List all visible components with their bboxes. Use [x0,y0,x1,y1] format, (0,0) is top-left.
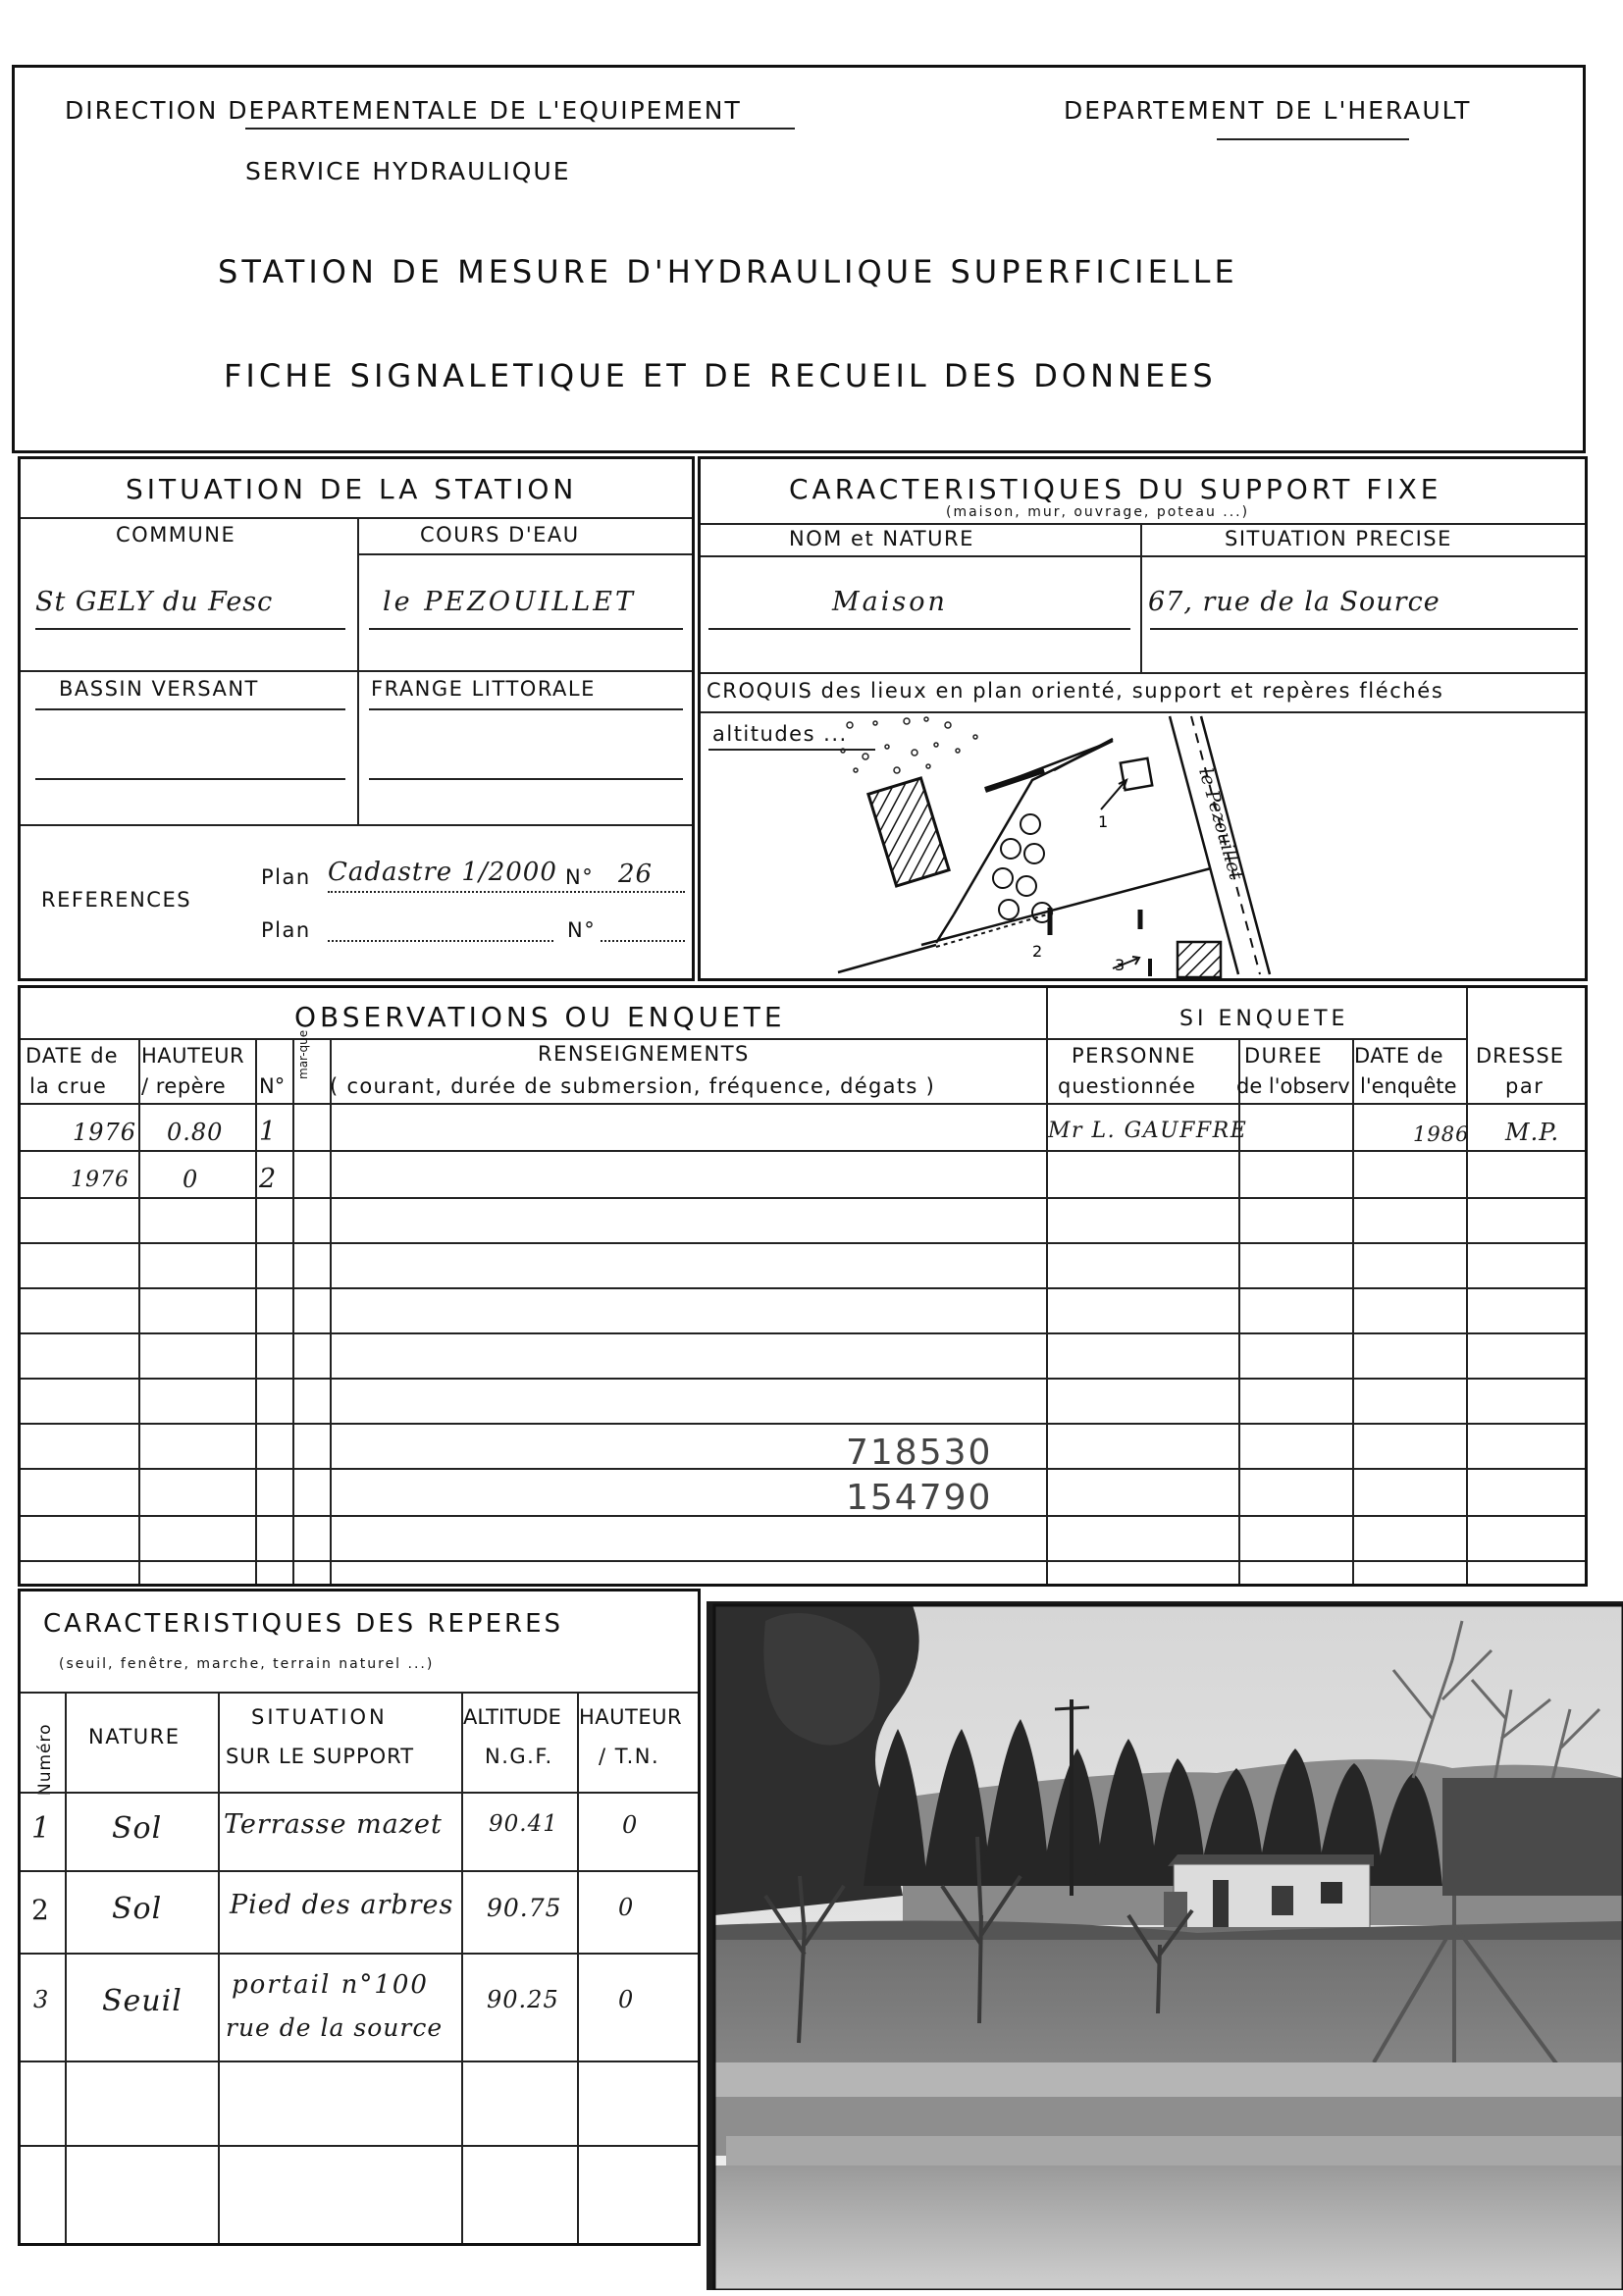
plan1-label: Plan [261,865,311,889]
altitudes-label: altitudes ... [712,722,848,746]
rep-col-altitude-1: ALTITUDE [463,1705,561,1729]
nom-label: NOM et NATURE [789,527,974,550]
rep-col-altitude-2: N.G.F. [485,1745,553,1768]
col-dresse-1: DRESSE [1476,1044,1564,1068]
col-date-enquete-1: DATE de [1354,1044,1444,1068]
site-sketch [701,711,1585,978]
obs-row1-no: 1 [259,1117,278,1147]
rep-row3-situation: portail n°100 [232,1970,429,2000]
plan2-no-label: N° [567,918,597,942]
obs-row1-date-enquete: 1986 [1413,1122,1470,1146]
coordinate-1: 718530 [846,1433,993,1473]
rep-row3-no: 3 [33,1986,50,2013]
col-date-2: la crue [29,1074,107,1098]
col-duree-1: DUREE [1244,1044,1324,1068]
plan2-label: Plan [261,918,311,942]
col-duree-2: de l'observ [1236,1074,1350,1098]
commune-label: COMMUNE [116,523,236,547]
rep-row3-situation-2: rue de la source [226,2013,444,2042]
situation-precise-label: SITUATION PRECISE [1225,527,1452,550]
col-rens-1: RENSEIGNEMENTS [538,1042,750,1066]
reperes-subheading: (seuil, fenêtre, marche, terrain naturel ...) [59,1656,435,1672]
rep-row1-situation: Terrasse mazet [224,1809,443,1840]
rep-col-hauteur-1: HAUTEUR [579,1705,683,1729]
service-label: SERVICE HYDRAULIQUE [245,157,571,185]
frange-label: FRANGE LITTORALE [371,677,596,701]
col-date-enquete-2: l'enquête [1360,1074,1457,1098]
parcel-outline [954,741,1113,914]
rep-row2-nature: Sol [112,1892,163,1926]
support-heading: CARACTERISTIQUES DU SUPPORT FIXE [789,473,1442,505]
svg-text:2: 2 [1032,942,1043,961]
col-hauteur-2: / repère [141,1074,227,1098]
col-marque: mar-que [296,1029,310,1079]
situation-precise-value: 67, rue de la Source [1148,587,1440,617]
col-no: N° [259,1074,286,1098]
sketch-river-label: le Pezouillet [1194,765,1247,883]
rep-row1-no: 1 [31,1811,52,1846]
rep-row3-altitude: 90.25 [487,1986,559,2013]
coordinate-2: 154790 [846,1478,993,1518]
col-personne-1: PERSONNE [1072,1044,1197,1068]
gravel-dots [841,717,977,773]
rep-row3-nature: Seuil [102,1984,183,2018]
site-photograph [707,1601,1623,2290]
title-line-2: FICHE SIGNALETIQUE ET DE RECUEIL DES DONNEES [224,357,1217,394]
rep-col-numero: Numéro [35,1723,55,1796]
obs-row2-no: 2 [259,1164,278,1194]
obs-row1-personne: Mr L. GAUFFRE [1048,1119,1248,1143]
cours-label: COURS D'EAU [420,523,580,547]
rep-row2-situation: Pied des arbres [230,1890,454,1920]
reperes-heading: CARACTERISTIQUES DES REPERES [43,1609,564,1639]
bassin-label: BASSIN VERSANT [59,677,259,701]
enquete-heading: SI ENQUETE [1179,1007,1349,1031]
rep-col-hauteur-2: / T.N. [599,1745,660,1768]
nom-value: Maison [832,587,948,617]
plan1-no-label: N° [565,865,595,889]
croquis-label: CROQUIS des lieux en plan orienté, support et repères fléchés [707,679,1444,703]
rep-row1-nature: Sol [112,1811,163,1846]
rep-col-nature: NATURE [88,1725,181,1748]
references-label: REFERENCES [41,888,192,912]
small-hatched-block [1178,942,1221,977]
col-rens-2: ( courant, durée de submersion, fréquence, dégats ) [330,1074,936,1098]
col-dresse-2: par [1505,1074,1544,1098]
rep-row2-hauteur: 0 [618,1894,635,1921]
neighbour-building-hatched [868,778,949,886]
observations-heading: OBSERVATIONS OU ENQUETE [294,1001,786,1033]
commune-value: St GELY du Fesc [35,587,274,617]
col-hauteur-1: HAUTEUR [141,1044,245,1068]
obs-row1-hauteur: 0.80 [167,1119,224,1146]
rep-row2-no: 2 [31,1894,50,1926]
situation-heading: SITUATION DE LA STATION [126,473,578,505]
rep-col-situation-1: SITUATION [251,1705,388,1729]
obs-row2-hauteur: 0 [183,1166,199,1193]
obs-row1-dresse: M.P. [1505,1119,1560,1146]
rep-row1-altitude: 90.41 [489,1811,558,1837]
col-date-1: DATE de [26,1044,119,1068]
plan1-value: Cadastre 1/2000 [328,858,557,887]
svg-text:1: 1 [1098,812,1109,831]
plan1-no-value: 26 [618,860,654,889]
cours-value: le PEZOUILLET [383,587,636,617]
rep-row2-altitude: 90.75 [487,1894,562,1922]
svg-text:3: 3 [1115,956,1126,974]
departement-label: DEPARTEMENT DE L'HERAULT [1064,96,1472,125]
rep-row1-hauteur: 0 [622,1811,639,1839]
obs-row1-date: 1976 [73,1119,137,1146]
rep-col-situation-2: SUR LE SUPPORT [226,1745,415,1768]
direction-label: DIRECTION DEPARTEMENTALE DE L'EQUIPEMENT [65,96,742,125]
title-line-1: STATION DE MESURE D'HYDRAULIQUE SUPERFICIELLE [218,253,1238,290]
support-subheading: (maison, mur, ouvrage, poteau ...) [946,504,1250,520]
obs-row2-date: 1976 [71,1168,130,1192]
rep-row3-hauteur: 0 [618,1986,635,2013]
col-personne-2: questionnée [1058,1074,1196,1098]
